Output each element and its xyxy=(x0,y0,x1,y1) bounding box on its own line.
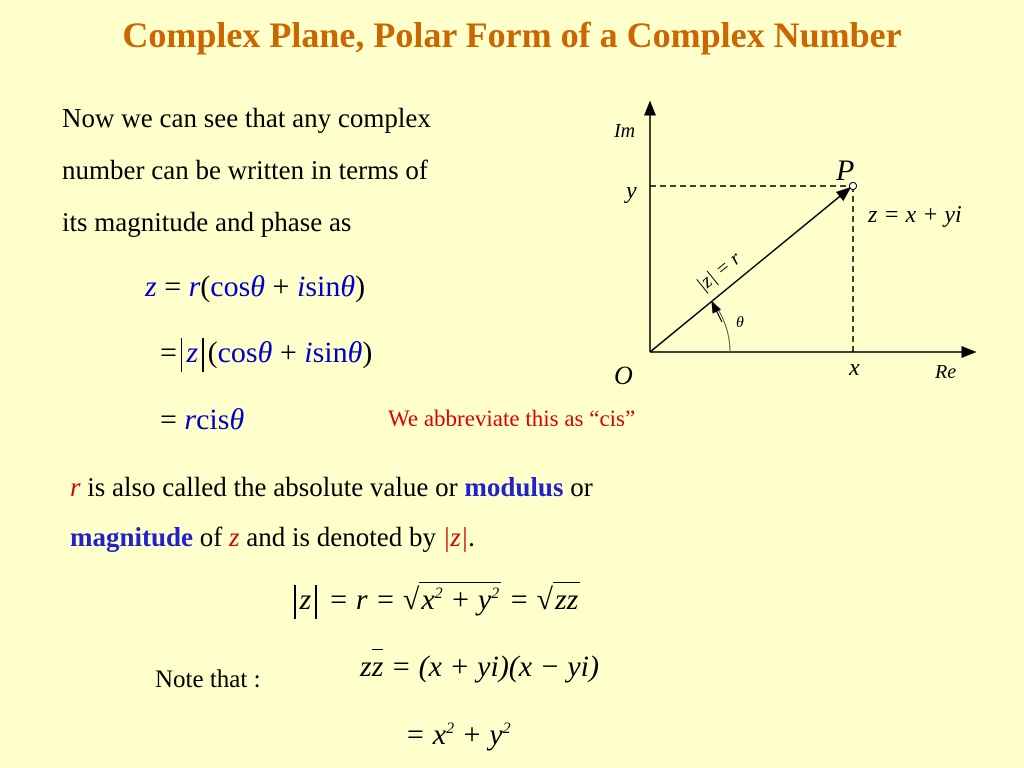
x-label: x xyxy=(849,355,860,381)
para-text: or xyxy=(563,472,593,502)
re-label: Re xyxy=(935,361,957,383)
z-symbol: z xyxy=(229,522,240,552)
origin-label: O xyxy=(614,361,633,390)
intro-line: number can be written in terms of xyxy=(62,155,428,185)
para-text: is also called the absolute value or xyxy=(80,472,465,502)
theta-label: θ xyxy=(736,314,744,331)
abs-z-symbol: |z| xyxy=(442,522,469,552)
polar-form-equation: z = r(cosθ + isinθ) xyxy=(145,270,366,303)
im-label: Im xyxy=(614,120,636,142)
z-equation-label: z = x + yi xyxy=(868,202,962,228)
intro-line: Now we can see that any complex xyxy=(62,103,431,133)
para-text: of xyxy=(193,522,230,552)
note-label: Note that : xyxy=(155,666,261,693)
page-title: Complex Plane, Polar Form of a Complex Number xyxy=(122,15,902,55)
vector-r xyxy=(650,188,850,352)
r-symbol: r xyxy=(70,472,81,502)
magnitude-term: magnitude xyxy=(70,522,194,552)
modulus-formula: $z = r = √x^2 + y^2 = √zz$ xyxy=(290,583,580,619)
modulus-form-equation: = z (cosθ + isinθ) xyxy=(160,336,372,372)
para-text: . xyxy=(468,522,475,552)
cis-note: We abbreviate this as “cis” xyxy=(388,406,636,431)
cis-equation: = rcisθ xyxy=(160,403,245,436)
conjugate-product-result: = $x^2 + y^2$ xyxy=(405,718,511,751)
intro-line: its magnitude and phase as xyxy=(62,207,352,237)
modulus-term: modulus xyxy=(464,472,564,502)
conjugate-product-equation: zz = (x + yi)(x − yi) xyxy=(360,650,599,683)
r-label: |z| = r xyxy=(692,247,746,296)
y-label: y xyxy=(626,178,637,204)
angle-arrow xyxy=(712,302,722,322)
para-text: and is denoted by xyxy=(239,522,443,552)
p-label: P xyxy=(836,154,855,187)
